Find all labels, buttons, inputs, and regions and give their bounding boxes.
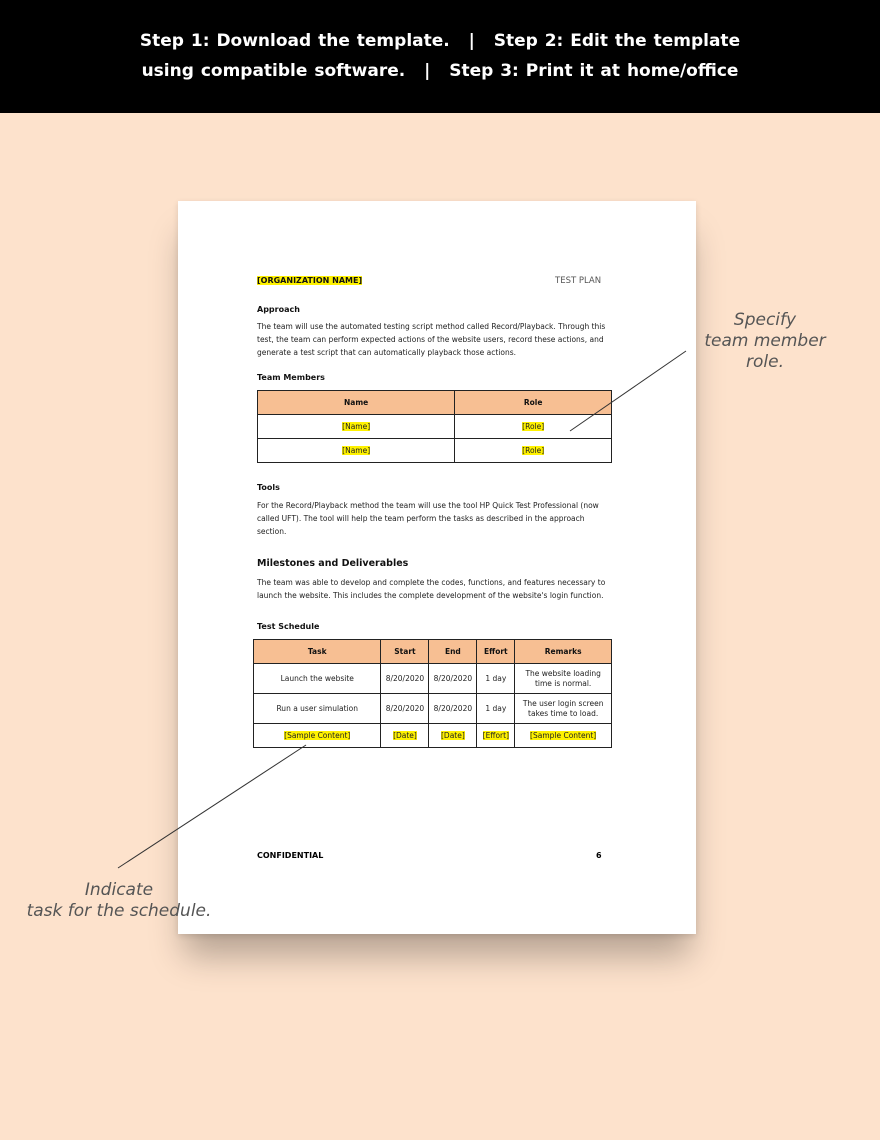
remarks-placeholder: [Sample Content] (530, 730, 597, 740)
start-cell: 8/20/2020 (381, 664, 429, 694)
tools-line: For the Record/Playback method the team will use the tool HP Quick Test Professional (now (257, 501, 599, 510)
header-end: End (429, 640, 477, 664)
task-cell: Run a user simulation (254, 694, 381, 724)
step-1-text: Step 1: Download the template. (139, 31, 450, 51)
role-placeholder: [Role] (522, 422, 545, 431)
end-cell: 8/20/2020 (429, 694, 477, 724)
milestones-line: The team was able to develop and complete the codes, functions, and features necessary to (257, 578, 606, 587)
doc-type: TEST PLAN (555, 276, 602, 286)
header-start: Start (381, 640, 429, 664)
end-placeholder: [Date] (441, 730, 465, 740)
task-placeholder: [Sample Content] (284, 730, 351, 740)
effort-cell: 1 day (477, 694, 515, 724)
step-2-text: Step 2: Edit the template (493, 31, 741, 51)
page-number: 6 (596, 851, 602, 860)
name-placeholder: [Name] (342, 446, 371, 455)
team-members-heading: Team Members (257, 373, 325, 382)
role-callout-line (570, 351, 686, 431)
remarks-line: The user login screen (522, 698, 604, 708)
header-effort: Effort (477, 640, 515, 664)
milestones-line: launch the website. This includes the complete development of the website's login function. (257, 591, 604, 600)
callout-line: task for the schedule. (26, 901, 212, 921)
callout-line: Specify (733, 310, 797, 330)
remarks-line: time is normal. (534, 678, 592, 688)
tools-heading: Tools (257, 483, 280, 492)
start-placeholder: [Date] (393, 730, 417, 740)
org-name-placeholder: [ORGANIZATION NAME] (257, 276, 363, 285)
footer-confidential: CONFIDENTIAL (257, 851, 324, 860)
step-3-text: Step 3: Print it at home/office (449, 61, 739, 81)
approach-line: test, the team can perform expected actions of the website users, record these actions, and (257, 335, 604, 344)
start-cell: 8/20/2020 (381, 694, 429, 724)
effort-cell: 1 day (477, 664, 515, 694)
header-remarks: Remarks (515, 640, 612, 664)
step-2-text-cont: using compatible software. (141, 61, 406, 81)
approach-line: The team will use the automated testing script method called Record/Playback. Through this (257, 322, 606, 331)
remarks-line: The website loading (525, 668, 601, 678)
callout-line: team member (704, 331, 826, 351)
tools-line: called UFT). The tool will help the team perform the tasks as described in the approach (257, 514, 585, 523)
header-name: Name (258, 391, 455, 415)
effort-placeholder: [Effort] (482, 730, 510, 740)
task-callout-line (118, 745, 306, 868)
task-cell: Launch the website (254, 664, 381, 694)
task-callout (10, 880, 228, 922)
milestones-heading: Milestones and Deliverables (257, 558, 409, 569)
tools-line: section. (257, 527, 287, 536)
header-task: Task (254, 640, 381, 664)
role-placeholder: [Role] (522, 446, 545, 455)
end-cell: 8/20/2020 (429, 664, 477, 694)
separator: | (424, 61, 431, 81)
callout-line: role. (746, 352, 784, 372)
approach-line: generate a test script that can automatically playback those actions. (257, 348, 517, 357)
name-placeholder: [Name] (342, 422, 371, 431)
test-schedule-heading: Test Schedule (257, 622, 320, 631)
header-role: Role (455, 391, 612, 415)
callout-line: Indicate (84, 880, 154, 900)
approach-heading: Approach (257, 305, 300, 314)
separator: | (468, 31, 475, 51)
remarks-line: takes time to load. (528, 708, 599, 718)
role-callout (690, 310, 840, 373)
